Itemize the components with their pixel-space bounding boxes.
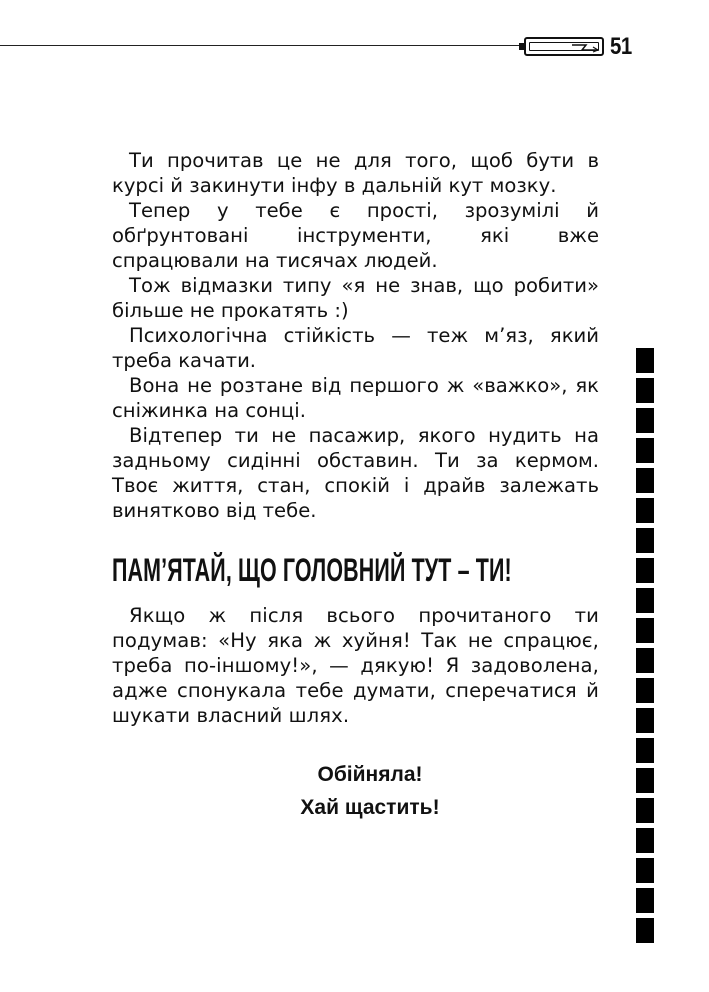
index-tab bbox=[636, 378, 654, 403]
index-tab bbox=[636, 768, 654, 793]
index-tab bbox=[636, 438, 654, 463]
paragraph: Тож відмазки типу «я не знав, що робити» більше не прокатять :) bbox=[112, 274, 599, 322]
index-tab bbox=[636, 738, 654, 763]
lightning-icon bbox=[570, 41, 600, 53]
paragraph: Ти прочитав це не для того, щоб бути в курсі й закинути інфу в дальній кут мозку. bbox=[112, 149, 599, 197]
paragraph: Відтепер ти не пасажир, якого нудить на задньому сидінні обставин. Ти за кермом. Твоє життя, стан, спокій і драйв залежать винятково від тебе. bbox=[112, 424, 599, 522]
index-tab bbox=[636, 648, 654, 673]
paragraph: Психологічна стійкість — теж м’яз, який треба качати. bbox=[112, 324, 599, 372]
paragraph: Якщо ж після всього прочитаного ти подумав: «Ну яка ж хуйня! Так не спрацює, треба по-іншому!», — дякую! Я задоволена, адже спонукала тебе думати, сперечатися й шукати власний шлях. bbox=[112, 604, 599, 727]
header-rule bbox=[0, 45, 525, 46]
index-tab bbox=[636, 498, 654, 523]
index-tab bbox=[636, 588, 654, 613]
index-tab bbox=[636, 828, 654, 853]
index-tab bbox=[636, 618, 654, 643]
paragraph: Тепер у тебе є прості, зрозумілі й обґрунтовані інструменти, які вже спрацювали на тисячах людей. bbox=[112, 199, 599, 272]
battery-icon bbox=[524, 37, 604, 56]
page-number: 51 bbox=[610, 33, 632, 60]
paragraph: Вона не розтане від першого ж «важко», як сніжинка на сонці. bbox=[112, 374, 599, 422]
index-tab bbox=[636, 408, 654, 433]
index-tab bbox=[636, 888, 654, 913]
index-tab bbox=[636, 798, 654, 823]
index-tab bbox=[636, 468, 654, 493]
section-heading: ПАМ’ЯТАЙ, ЩО ГОЛОВНИЙ ТУТ – ТИ! bbox=[112, 552, 512, 588]
signoff-line-2: Хай щастить! bbox=[300, 796, 440, 819]
index-tab bbox=[636, 528, 654, 553]
index-tab bbox=[636, 918, 654, 943]
index-tab bbox=[636, 708, 654, 733]
index-tab bbox=[636, 858, 654, 883]
thumb-index-tabs bbox=[636, 348, 654, 948]
index-tab bbox=[636, 678, 654, 703]
signoff-line-1: Обійняла! bbox=[317, 763, 423, 786]
page-body bbox=[112, 148, 599, 728]
index-tab bbox=[636, 348, 654, 373]
index-tab bbox=[636, 558, 654, 583]
